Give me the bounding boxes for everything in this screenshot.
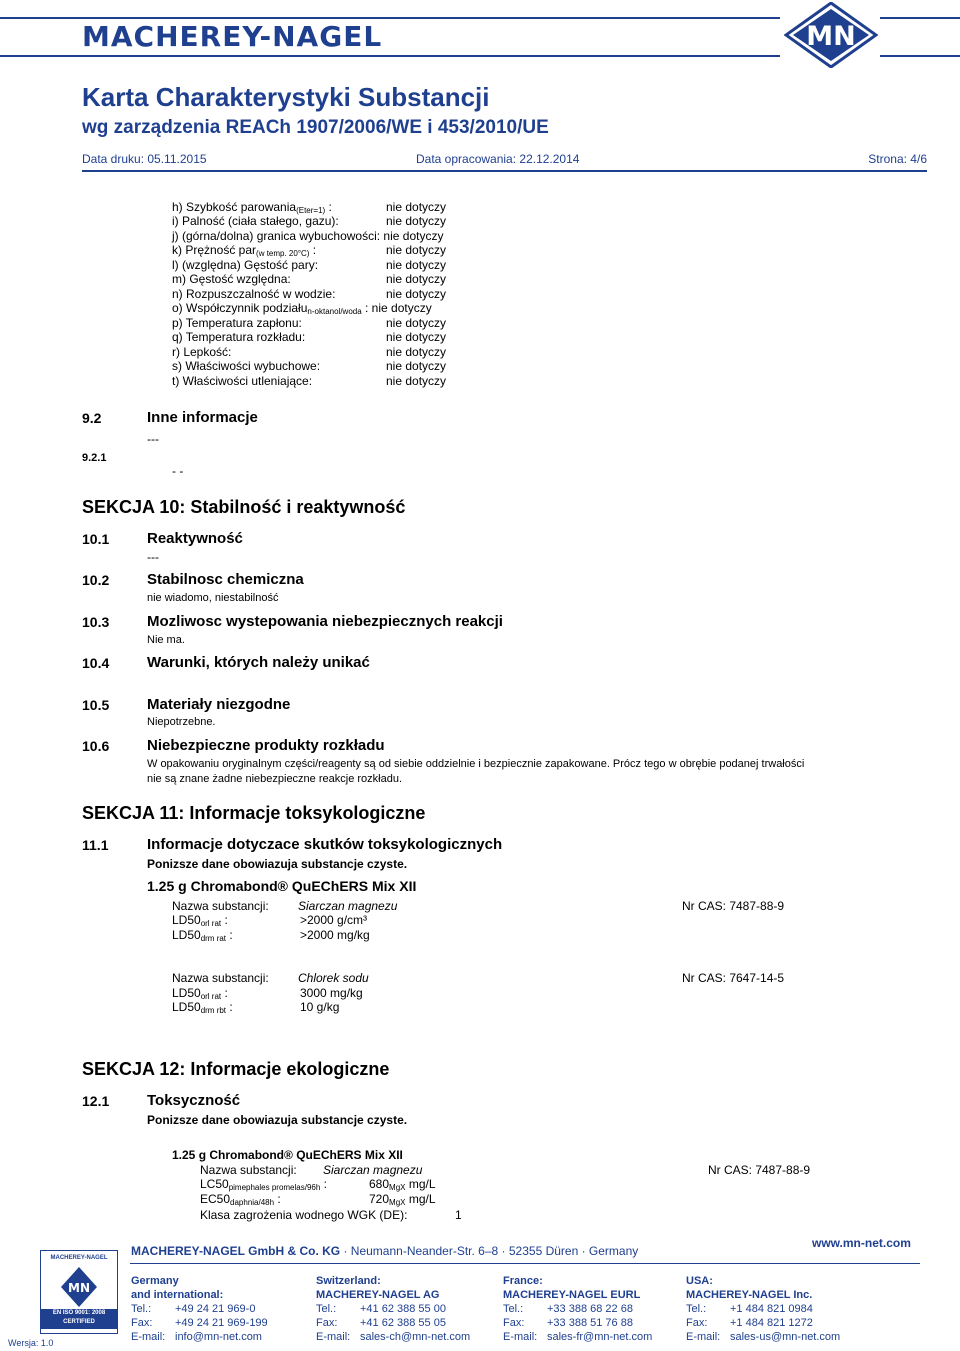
footer-contact-column: [503, 1274, 652, 1344]
s11-sub1-name: Siarczan magnezu: [298, 899, 398, 913]
property-key: r) Lepkość:: [172, 345, 232, 359]
s12-1-number: 12.1: [82, 1093, 110, 1109]
property-key: j) (górna/dolna) granica wybuchowości: nie dotyczy: [172, 229, 444, 243]
s10-1-number: 10.1: [82, 531, 110, 547]
s10-6-text-2: nie są znane żadne niebezpieczne reakcje rozkładu.: [147, 773, 402, 785]
iso-standard: EN ISO 9001: 2008: [52, 1310, 106, 1316]
s12-wgk-value: 1: [455, 1208, 462, 1222]
version-label: Wersja: 1.0: [8, 1338, 54, 1348]
property-value: nie dotyczy: [386, 287, 447, 301]
s10-5-title: Materiały niezgodne: [147, 696, 291, 713]
s12-row2-value: $720_{MgX}$ mg/L: [369, 1192, 436, 1207]
svg-text:MN: MN: [68, 1281, 90, 1295]
s10-2-number: 10.2: [82, 572, 110, 588]
section-9-2-1-text: - -: [172, 464, 184, 478]
s11-sub2-label: Nazwa substancji:: [172, 971, 269, 985]
footer-fax: Fax: +1 484 821 1272: [686, 1317, 813, 1329]
footer-region: Switzerland:: [316, 1275, 381, 1287]
footer-contact-column: [131, 1274, 268, 1344]
s11-sub1-label: Nazwa substancji:: [172, 899, 269, 913]
footer-email[interactable]: E-mail: sales-ch@mn-net.com: [316, 1331, 471, 1343]
footer-website[interactable]: www.mn-net.com: [812, 1236, 911, 1250]
footer-region: USA:: [686, 1275, 713, 1287]
property-value: nie dotyczy: [386, 374, 447, 388]
property-key: s) Właściwości wybuchowe:: [172, 359, 321, 373]
s11-sub2-row1-key: $LD50_{orl rat}$ :: [172, 986, 228, 1001]
page-number: Strona: 4/6: [868, 152, 927, 166]
footer-region: Germany: [131, 1275, 179, 1287]
footer-fax: Fax: +41 62 388 55 05: [316, 1317, 446, 1329]
s11-sub2-row1-value: 3000 mg/kg: [300, 986, 363, 1000]
section-9-2-text: ---: [147, 432, 159, 446]
footer-email[interactable]: E-mail: sales-fr@mn-net.com: [503, 1331, 653, 1343]
print-date: Data druku: 05.11.2015: [82, 152, 207, 166]
footer-entity: MACHEREY-NAGEL AG: [316, 1289, 440, 1301]
property-key: o) Współczynnik podziału$_{n-oktanol/woda}$ : nie dotyczy: [172, 301, 432, 316]
document-title: Karta Charakterystyki Substancji: [82, 82, 490, 112]
logo-text: MN: [806, 21, 856, 52]
property-key: q) Temperatura rozkładu:: [172, 330, 306, 344]
s10-2-title: Stabilnosc chemiczna: [147, 571, 304, 588]
footer-email[interactable]: E-mail: sales-us@mn-net.com: [686, 1331, 841, 1343]
property-value: nie dotyczy: [386, 359, 447, 373]
section-9-2-1-number: 9.2.1: [82, 452, 107, 464]
s11-product: 1.25 g Chromabond® QuEChERS Mix XII: [147, 878, 417, 894]
property-key: p) Temperatura zapłonu:: [172, 316, 302, 330]
property-value: nie dotyczy: [386, 200, 447, 214]
iso-globe-icon: [59, 1265, 99, 1309]
footer-phone: Tel.: +1 484 821 0984: [686, 1303, 813, 1315]
footer-phone: Tel.: +41 62 388 55 00: [316, 1303, 446, 1315]
s11-sub1-row2-key: $LD50_{drm rat}$ :: [172, 928, 233, 943]
property-value: nie dotyczy: [386, 243, 447, 257]
s11-sub1-row1-key: $LD50_{orl rat}$ :: [172, 913, 228, 928]
footer-fax: Fax: +33 388 51 76 88: [503, 1317, 633, 1329]
property-key: h) Szybkość parowania$_{(Eter=1)}$ :: [172, 200, 332, 215]
document-subtitle: wg zarządzenia REACh 1907/2006/WE i 453/2010/UE: [82, 117, 549, 138]
s10-4-number: 10.4: [82, 655, 110, 671]
edit-date: Data opracowania: 22.12.2014: [416, 152, 580, 166]
s11-sub1-cas: Nr CAS: 7487-88-9: [682, 899, 785, 913]
s10-4-title: Warunki, których należy unikać: [147, 654, 370, 671]
footer-email[interactable]: E-mail: info@mn-net.com: [131, 1331, 262, 1343]
iso-certified: CERTIFIED: [63, 1319, 95, 1325]
s10-6-text: W opakowaniu oryginalnym części/reagenty są od siebie oddzielnie i bezpiecznie zapakowane. Prócz tego w obrębie podanej trwałości: [147, 758, 805, 770]
mn-logo-icon: [784, 2, 878, 68]
s12-product: 1.25 g Chromabond® QuEChERS Mix XII: [172, 1148, 403, 1162]
sekcja-11-title: SEKCJA 11: Informacje toksykologiczne: [82, 803, 426, 823]
sekcja-12-title: SEKCJA 12: Informacje ekologiczne: [82, 1059, 390, 1079]
footer-entity: and international:: [131, 1289, 224, 1301]
footer-phone: Tel.: +33 388 68 22 68: [503, 1303, 633, 1315]
footer-fax: Fax: +49 24 21 969-199: [131, 1317, 268, 1329]
property-value: nie dotyczy: [386, 214, 447, 228]
s11-sub1-row1-value: >2000 g/cm³: [300, 913, 368, 927]
s10-5-text: Niepotrzebne.: [147, 716, 216, 728]
property-value: nie dotyczy: [386, 345, 447, 359]
s10-2-text: nie wiadomo, niestabilność: [147, 592, 279, 604]
s10-5-number: 10.5: [82, 697, 110, 713]
s10-3-text: Nie ma.: [147, 634, 185, 646]
property-key: m) Gęstość względna:: [172, 272, 291, 286]
footer-contact-column: [316, 1274, 470, 1344]
sekcja-10-title: SEKCJA 10: Stabilność i reaktywność: [82, 497, 406, 517]
s12-1-title: Toksyczność: [147, 1092, 241, 1109]
property-key: i) Palność (ciała stałego, gazu):: [172, 214, 339, 228]
s12-name: Siarczan magnezu: [323, 1163, 423, 1177]
property-key: k) Prężność par$_{(w temp. 20^\circ C)}$ :: [172, 243, 317, 258]
footer-company-line: MACHEREY-NAGEL GmbH & Co. KG · Neumann-Neander-Str. 6–8 · 52355 Düren · Germany: [131, 1244, 639, 1258]
s10-6-number: 10.6: [82, 738, 110, 754]
property-value: nie dotyczy: [386, 316, 447, 330]
property-value: nie dotyczy: [386, 272, 447, 286]
s10-6-title: Niebezpieczne produkty rozkładu: [147, 737, 385, 754]
footer-region: France:: [503, 1275, 543, 1287]
property-key: t) Właściwości utleniające:: [172, 374, 313, 388]
section-9-2-title: Inne informacje: [147, 409, 258, 426]
footer-entity: MACHEREY-NAGEL Inc.: [686, 1289, 813, 1301]
footer-entity: MACHEREY-NAGEL EURL: [503, 1289, 641, 1301]
property-value: nie dotyczy: [386, 330, 447, 344]
s11-1-number: 11.1: [82, 837, 109, 853]
s12-row2-key: $EC50_{daphnia/48h}$ :: [200, 1192, 281, 1207]
s10-3-number: 10.3: [82, 614, 110, 630]
footer-contact-column: [686, 1274, 840, 1344]
s12-row1-key: $LC50_{pimephales promelas/96h}$ :: [200, 1177, 327, 1192]
meta-line: [82, 152, 927, 170]
s11-sub2-cas: Nr CAS: 7647-14-5: [682, 971, 785, 985]
s12-label: Nazwa substancji:: [200, 1163, 297, 1177]
s12-cas: Nr CAS: 7487-88-9: [708, 1163, 811, 1177]
s11-1-title: Informacje dotyczace skutków toksykologicznych: [147, 836, 503, 853]
footer-divider: [130, 1263, 920, 1264]
s10-1-title: Reaktywność: [147, 530, 243, 547]
brand-bar: [0, 0, 960, 68]
s11-sub2-name: Chlorek sodu: [298, 971, 369, 985]
property-key: l) (względna) Gęstość pary:: [172, 258, 319, 272]
s12-wgk-label: Klasa zagrożenia wodnego WGK (DE):: [200, 1208, 408, 1222]
footer-phone: Tel.: +49 24 21 969-0: [131, 1303, 256, 1315]
brand-name: MACHEREY-NAGEL: [82, 20, 383, 53]
s11-sub2-row2-value: 10 g/kg: [300, 1000, 340, 1014]
property-value: nie dotyczy: [386, 258, 447, 272]
s11-sub2-row2-key: $LD50_{drm rbt}$ :: [172, 1000, 233, 1015]
s12-note: Ponizsze dane obowiazuja substancje czyste.: [147, 1113, 408, 1127]
property-key: n) Rozpuszczalność w wodzie:: [172, 287, 336, 301]
s11-sub1-row2-value: >2000 mg/kg: [300, 928, 370, 942]
iso-brand: MACHEREY-NAGEL: [50, 1255, 108, 1261]
section-9-2-number: 9.2: [82, 410, 102, 426]
header-divider: [82, 170, 927, 172]
s10-1-text: ---: [147, 550, 159, 564]
iso-certificate-badge: [40, 1250, 118, 1334]
s10-3-title: Mozliwosc wystepowania niebezpiecznych reakcji: [147, 613, 503, 630]
s11-note: Ponizsze dane obowiazuja substancje czyste.: [147, 857, 408, 871]
s12-row1-value: $680_{MgX}$ mg/L: [369, 1177, 436, 1192]
